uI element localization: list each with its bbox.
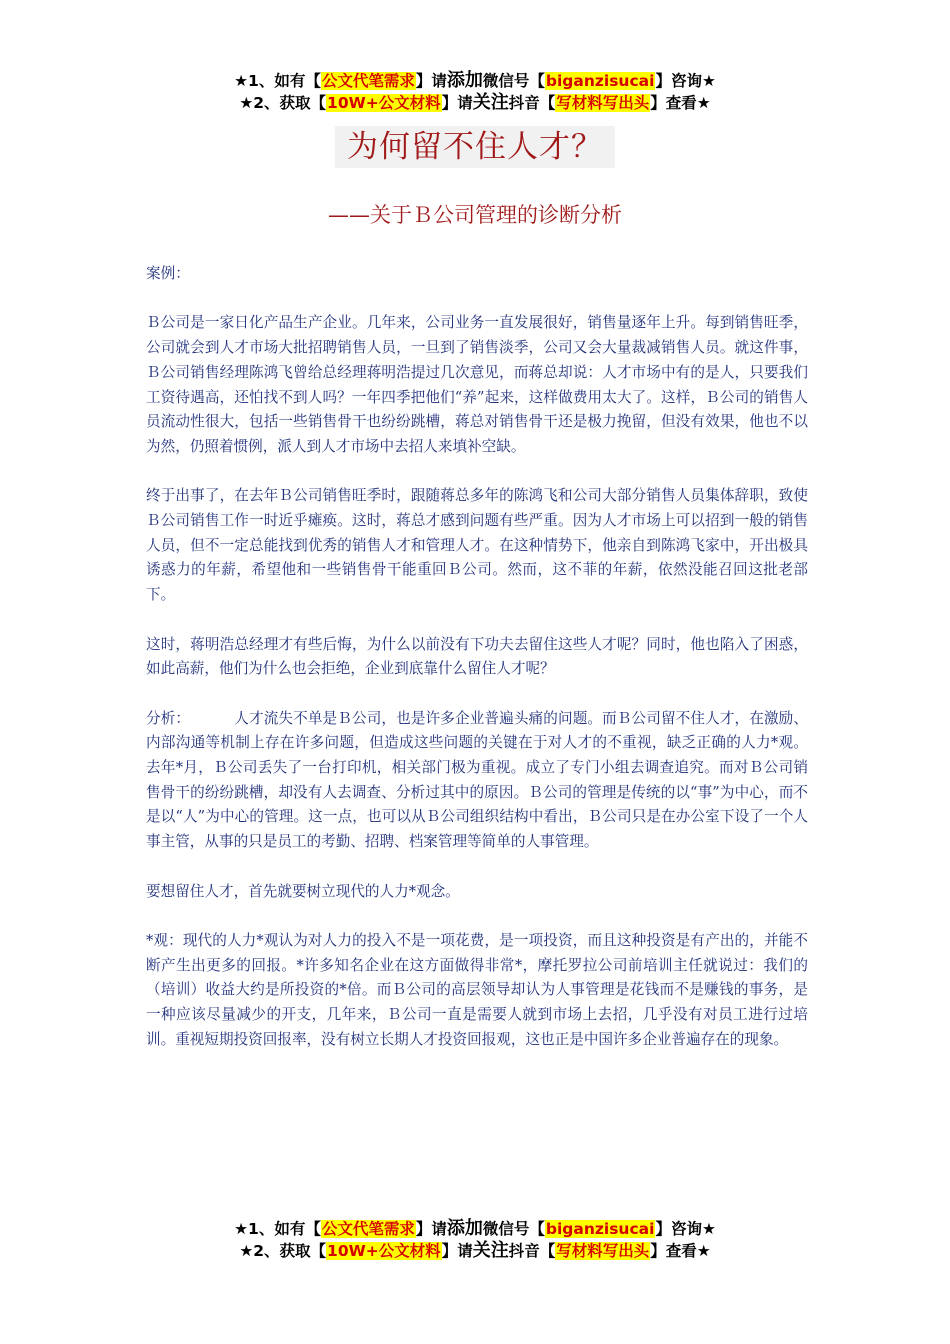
notice-text: 】咨询★	[655, 1220, 716, 1238]
title-text: 为何留不住人才？	[335, 126, 615, 168]
notice-highlight: 写材料写出头	[556, 1242, 650, 1260]
notice-text: ★1、如有【	[234, 72, 321, 90]
notice-text: 微信号【	[482, 72, 545, 90]
paragraph: *观：现代的人力*观认为对人力的投入不是一项花费，是一项投资，而且这种投资是有产出的，并能不断产生出更多的回报。*许多知名企业在这方面做得非常*，摩托罗拉公司前培训主任就说过：我们的（培训）收益大约是所投资的*倍。而Ｂ公司的高层领导却认为人事管理是花钱而不是赚钱的事务，是一种应该尽量减少的开支，几年来，Ｂ公司一直是需要人就到市场上去招，几乎没有对员工进行过培训。重视短期投资回报率，没有树立长期人才投资回报观，这也正是中国许多企业普遍存在的现象。	[146, 931, 808, 1048]
notice-highlight: 公文代笔需求	[321, 1220, 415, 1238]
paragraph: Ｂ公司是一家日化产品生产企业。几年来，公司业务一直发展很好，销售量逐年上升。每到销售旺季，公司就会到人才市场大批招聘销售人员，一旦到了销售淡季，公司又会大量裁减销售人员。就这件事，Ｂ公司销售经理陈鸿飞曾给总经理蒋明浩提过几次意见，而蒋总却说：人才市场中有的是人，只要我们工资待遇高，还怕找不到人吗？一年四季把他们“养”起来，这样做费用太大了。这样，Ｂ公司的销售人员流动性很大，包括一些销售骨干也纷纷跳槽，蒋总对销售骨干还是极力挽留，但没有效果，他也不以为然，仍照着惯例，派人到人才市场中去招人来填补空缺。	[146, 314, 808, 455]
notice-text: 】查看★	[650, 94, 711, 112]
paragraph: 要想留住人才，首先就要树立现代的人力*观念。	[146, 882, 460, 900]
footer-notice	[0, 1218, 950, 1262]
analysis-text: 人才流失不单是Ｂ公司，也是许多企业普遍头痛的问题。而Ｂ公司留不住人才，在激励、内部沟通等机制上存在许多问题，但造成这些问题的关键在于对人才的不重视，缺乏正确的人力*观。去年*月，Ｂ公司丢失了一台打印机，相关部门极为重视。成立了专门小组去调查追究。而对Ｂ公司销售骨干的纷纷跳槽，却没有人去调查、分析过其中的原因。Ｂ公司的管理是传统的以“事”为中心，而不是以“人”为中心的管理。这一点，也可以从Ｂ公司组织结构中看出，Ｂ公司只是在办公室下设了一个人事主管，从事的只是员工的考勤、招聘、档案管理等简单的人事管理。	[146, 709, 808, 851]
notice-text: 】查看★	[650, 1242, 711, 1260]
notice-text: 】请	[441, 1242, 473, 1260]
notice-highlight: 10W+公文材料	[327, 1242, 441, 1260]
document-body	[146, 262, 808, 1077]
notice-line-2	[0, 92, 950, 114]
notice-emphasis: 添加	[446, 70, 483, 91]
notice-emphasis: 添加	[446, 1218, 483, 1239]
notice-highlight: 写材料写出头	[556, 94, 650, 112]
notice-highlight: 公文代笔需求	[321, 72, 415, 90]
notice-line-2	[0, 1240, 950, 1262]
document-subtitle: ——关于Ｂ公司管理的诊断分析	[328, 203, 622, 227]
header-notice	[0, 70, 950, 114]
notice-highlight: biganzisucai	[545, 72, 655, 90]
notice-line-1	[0, 1218, 950, 1240]
notice-highlight: 10W+公文材料	[327, 94, 441, 112]
notice-text: ★2、获取【	[239, 1242, 327, 1260]
notice-line-1	[0, 70, 950, 92]
analysis-label: 分析：	[146, 709, 191, 727]
paragraph: 这时，蒋明浩总经理才有些后悔，为什么以前没有下功夫去留住这些人才呢？同时，他也陷入了困惑，如此高薪，他们为什么也会拒绝，企业到底靠什么留住人才呢？	[146, 635, 808, 678]
notice-text: 抖音【	[508, 94, 556, 112]
notice-text: 】请	[415, 1220, 447, 1238]
notice-text: ★1、如有【	[234, 1220, 321, 1238]
notice-emphasis: 关注	[472, 1240, 509, 1261]
paragraph: 终于出事了，在去年Ｂ公司销售旺季时，跟随蒋总多年的陈鸿飞和公司大部分销售人员集体辞职，致使Ｂ公司销售工作一时近乎瘫痪。这时，蒋总才感到问题有些严重。因为人才市场上可以招到一般的销售人员，但不一定总能找到优秀的销售人才和管理人才。在这种情势下，他亲自到陈鸿飞家中，开出极具诱惑力的年薪，希望他和一些销售骨干能重回Ｂ公司。然而，这不菲的年薪，依然没能召回这批老部下。	[146, 487, 808, 604]
document-title	[0, 126, 950, 168]
notice-highlight: biganzisucai	[545, 1220, 655, 1238]
notice-text: 】咨询★	[655, 72, 716, 90]
notice-text: ★2、获取【	[239, 94, 327, 112]
notice-text: 】请	[415, 72, 447, 90]
notice-text: 微信号【	[482, 1220, 545, 1238]
notice-emphasis: 关注	[472, 92, 509, 113]
notice-text: 】请	[441, 94, 473, 112]
paragraph-analysis	[146, 707, 808, 855]
paragraph-case-label: 案例：	[146, 265, 190, 282]
notice-text: 抖音【	[508, 1242, 556, 1260]
